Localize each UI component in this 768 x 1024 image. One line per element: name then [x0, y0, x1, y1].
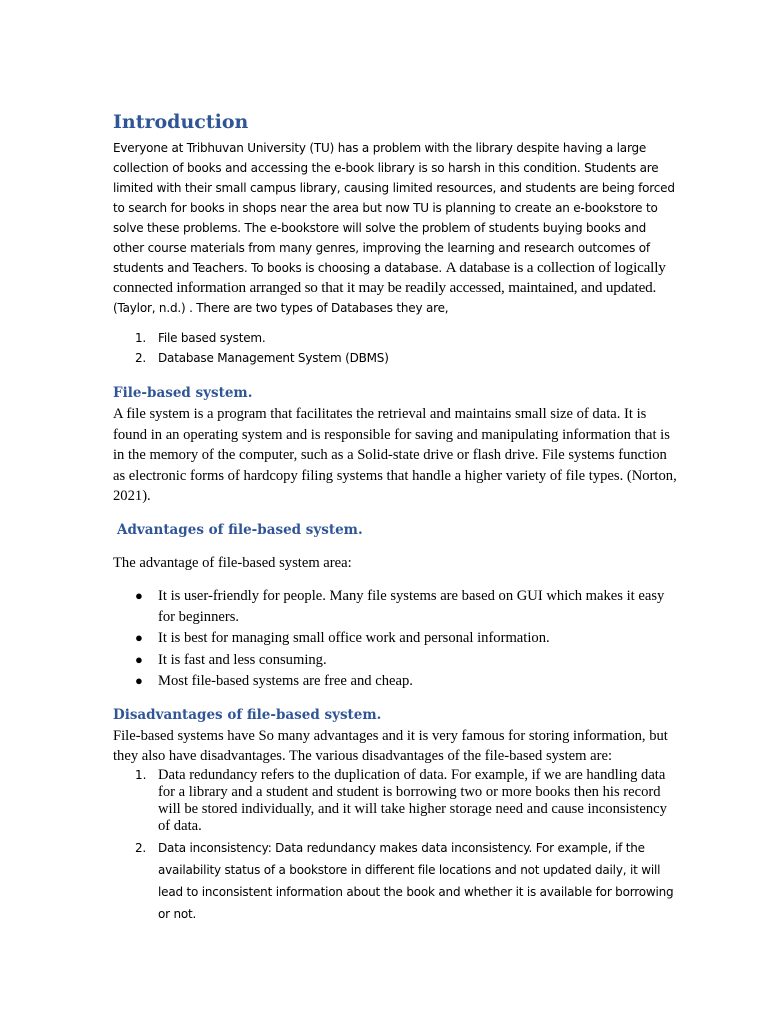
list-item: ● Most file-based systems are free and cheap. — [113, 671, 678, 692]
advantages-intro: The advantage of file-based system area: — [113, 554, 352, 571]
file-based-paragraph: A file system is a program that facilitates the retrieval and maintains small size of data. It is found in an operating system and is responsible for saving and manipulating information that is in the memory of the computer, such as a Solid-state drive or flash drive. File systems function as electronic forms of hardcopy filing systems that handle a higher variety of file types. (Norton, 2021). — [113, 406, 677, 504]
bullet-icon: ● — [135, 651, 143, 667]
intro-paragraph — [113, 138, 678, 318]
database-types-list — [113, 328, 678, 368]
intro-text-part1: Everyone at Tribhuvan University (TU) has a problem with the library despite having a large collection of books and accessing the e-book library is so harsh in this condition. Students are limited with their small campus library, causing limited resources, and students are being forced to search for books in shops near the area but now TU is planning to create an e-bookstore to solve these problems. The e-bookstore will solve the problem of students buying books and other course materials from many genres, improving the learning and research outcomes of students and Teachers. To books is choosing a database. — [113, 141, 675, 275]
bullet-icon: ● — [135, 588, 143, 603]
heading-advantages: Advantages of file-based system. — [117, 521, 363, 538]
disadvantages-intro: File-based systems have So many advantages and it is very famous for storing information, but they also have disadvantages. The various disadvantages of the file-based system are: — [113, 727, 668, 764]
list-item: 2. Data inconsistency: Data redundancy makes data inconsistency. For example, if the availability status of a bookstore in different file locations and not updated daily, it will lead to inconsistent information about the book and whether it is available for borrowing or not. — [135, 841, 674, 922]
list-item: 2. Database Management System (DBMS) — [135, 351, 389, 365]
heading-disadvantages: Disadvantages of file-based system. — [113, 706, 382, 723]
list-item: 1. File based system. — [135, 331, 266, 345]
intro-citation: (Taylor, n.d.) . There are two types of Databases they are, — [113, 301, 449, 315]
list-item: ● It is user-friendly for people. Many file systems are based on GUI which makes it easy for beginners. — [135, 588, 665, 625]
list-item: ● It is best for managing small office work and personal information. — [113, 628, 678, 649]
list-item: 1. Data redundancy refers to the duplication of data. For example, if we are handling data for a library and a student and student is borrowing two or more books then his record will be stored individually, and it will take higher storage need and cause inconsistency of data. — [135, 766, 667, 835]
heading-file-based-system: File-based system. — [113, 385, 253, 401]
heading-introduction: Introduction — [113, 111, 249, 133]
intro-text-part2: A database is a collection of logically connected information arranged so that it may be readily accessed, maintained, and updated. — [113, 259, 666, 296]
document-page — [113, 110, 678, 925]
disadvantages-list — [113, 767, 678, 926]
bullet-icon: ● — [135, 673, 143, 688]
advantages-list — [113, 586, 678, 692]
list-item: ● It is fast and less consuming. — [113, 650, 678, 671]
bullet-icon: ● — [135, 630, 143, 645]
